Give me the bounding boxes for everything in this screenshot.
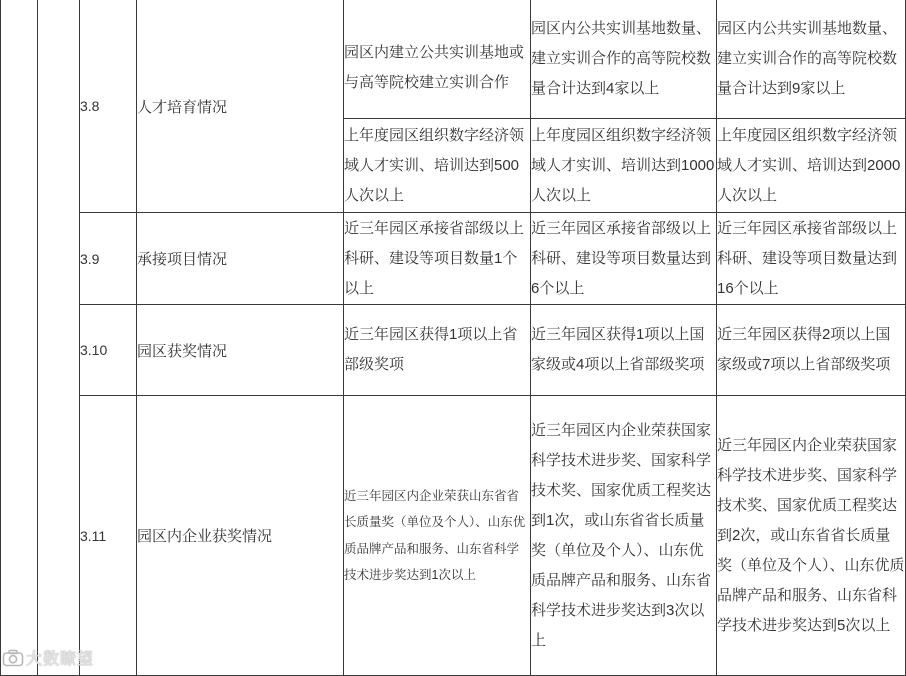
criteria-basic: 近三年园区内企业荣获山东省省长质量奖（单位及个人）、山东优质品牌产品和服务、山东省科学技术进步奖达到1次以上	[344, 396, 531, 676]
criteria-level-2: 近三年园区内企业荣获国家科学技术进步奖、国家科学技术奖、国家优质工程奖达到1次，或山东省省长质量奖（单位及个人）、山东优质品牌产品和服务、山东省科学技术进步奖达到3次以上	[531, 396, 717, 676]
criteria-level-3: 园区内公共实训基地数量、建立实训合作的高等院校数量合计达到9家以上	[717, 0, 906, 119]
table-row	[1, 396, 906, 676]
item-number: 3.11	[80, 396, 137, 676]
item-name: 园区内企业获奖情况	[137, 396, 344, 676]
criteria-level-3: 近三年园区承接省部级以上科研、建设等项目数量达到16个以上	[717, 213, 906, 305]
item-number: 3.10	[80, 305, 137, 396]
table-row	[1, 305, 906, 396]
category-column	[38, 0, 80, 676]
criteria-basic: 上年度园区组织数字经济领域人才实训、培训达到500人次以上	[344, 119, 531, 213]
watermark-text: 大数瞭望	[26, 651, 95, 668]
camera-logo-icon	[2, 649, 24, 667]
table-row	[1, 0, 906, 119]
item-name: 人才培育情况	[137, 0, 344, 213]
item-number: 3.8	[80, 0, 137, 213]
item-name: 园区获奖情况	[137, 305, 344, 396]
criteria-level-2: 园区内公共实训基地数量、建立实训合作的高等院校数量合计达到4家以上	[531, 0, 717, 119]
table-row	[1, 213, 906, 305]
criteria-level-3: 上年度园区组织数字经济领域人才实训、培训达到2000人次以上	[717, 119, 906, 213]
criteria-level-2: 上年度园区组织数字经济领域人才实训、培训达到1000人次以上	[531, 119, 717, 213]
item-name: 承接项目情况	[137, 213, 344, 305]
outer-left-column	[1, 0, 38, 676]
criteria-level-2: 近三年园区获得1项以上国家级或4项以上省部级奖项	[531, 305, 717, 396]
watermark	[2, 646, 94, 669]
criteria-level-3: 近三年园区内企业荣获国家科学技术进步奖、国家科学技术奖、国家优质工程奖达到2次，或山东省省长质量奖（单位及个人）、山东优质品牌产品和服务、山东省科学技术进步奖达到5次以上	[717, 396, 906, 676]
criteria-level-2: 近三年园区承接省部级以上科研、建设等项目数量达到6个以上	[531, 213, 717, 305]
criteria-level-3: 近三年园区获得2项以上国家级或7项以上省部级奖项	[717, 305, 906, 396]
item-number: 3.9	[80, 213, 137, 305]
criteria-basic: 近三年园区获得1项以上省部级奖项	[344, 305, 531, 396]
criteria-basic: 园区内建立公共实训基地或与高等院校建立实训合作	[344, 0, 531, 119]
criteria-basic: 近三年园区承接省部级以上科研、建设等项目数量1个以上	[344, 213, 531, 305]
